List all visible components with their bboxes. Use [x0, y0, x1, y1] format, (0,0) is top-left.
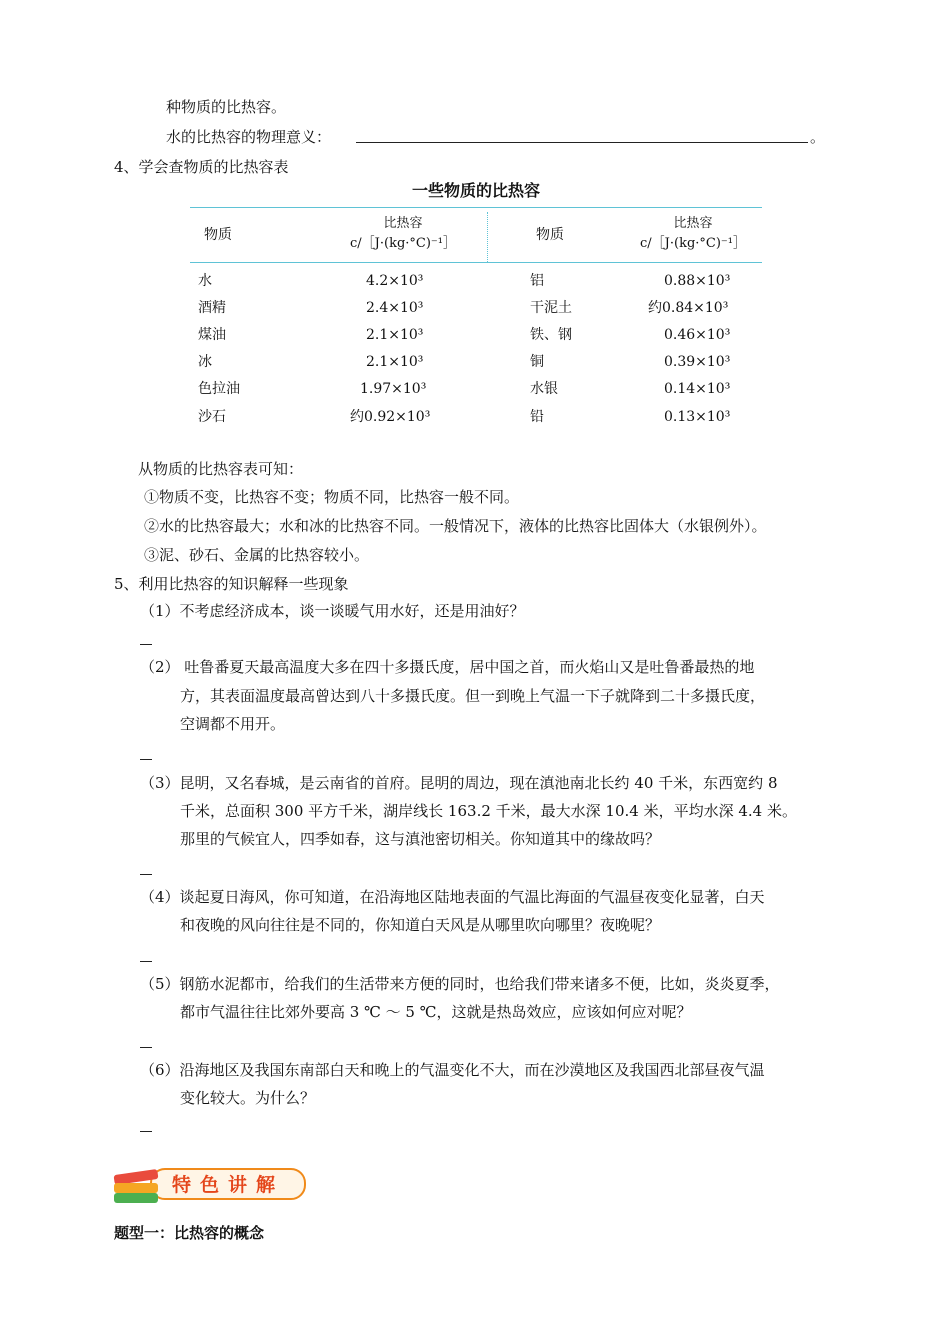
row-value-left: 1.97×10³	[360, 381, 427, 397]
table-header-substance-left: 物质	[204, 227, 232, 243]
table-header-capacity-right: 比热容	[673, 216, 713, 231]
row-substance-right: 铅	[530, 409, 544, 425]
row-value-right: 约0.84×10³	[648, 300, 729, 316]
question-6-line-2: 变化较大。为什么？	[180, 1089, 316, 1107]
row-value-left: 2.1×10³	[366, 354, 424, 370]
table-top-rule	[190, 207, 762, 208]
table-header-unit-left: c/［J·(kg·°C)⁻¹］	[350, 236, 456, 251]
conclusion-2: ②水的比热容最大；水和冰的比热容不同。一般情况下，液体的比热容比固体大（水银例外）。	[144, 517, 767, 535]
question-1: （1）不考虑经济成本，谈一谈暖气用水好，还是用油好？	[140, 602, 525, 620]
question-4-line-1: （4）谈起夏日海风，你可知道，在沿海地区陆地表面的气温比海面的气温昼夜变化显著，白天	[140, 888, 765, 906]
feature-badge	[114, 1162, 308, 1204]
conclusion-3: ③泥、砂石、金属的比热容较小。	[144, 546, 370, 564]
intro-line-1: 种物质的比热容。	[166, 98, 287, 116]
question-2-line-1: （2） 吐鲁番夏天最高温度大多在四十多摄氏度，居中国之首，而火焰山又是吐鲁番最热的地	[140, 658, 755, 676]
row-value-left: 约0.92×10³	[350, 409, 431, 425]
row-substance-right: 铁、钢	[530, 327, 572, 343]
row-substance-left: 冰	[198, 354, 212, 370]
row-substance-right: 水银	[530, 381, 558, 397]
row-substance-left: 水	[198, 273, 212, 289]
question-5-line-2: 都市气温往往比郊外要高 3 ℃ ～ 5 ℃，这就是热岛效应，应该如何应对呢？	[180, 1003, 692, 1021]
table-header-substance-right: 物质	[536, 227, 564, 243]
row-substance-left: 沙石	[198, 409, 226, 425]
row-substance-right: 干泥土	[530, 300, 572, 316]
answer-dash	[140, 644, 152, 645]
row-substance-left: 色拉油	[198, 381, 240, 397]
question-4-line-2: 和夜晚的风向往往是不同的，你知道白天风是从哪里吹向哪里？夜晚呢？	[180, 916, 661, 934]
conclusion-intro: 从物质的比热容表可知：	[138, 460, 304, 478]
question-5-line-1: （5）钢筋水泥都市，给我们的生活带来方便的同时，也给我们带来诸多不便，比如，炎炎夏季，	[140, 975, 780, 993]
row-value-right: 0.88×10³	[664, 273, 731, 289]
intro-line-2-label: 水的比热容的物理意义：	[166, 128, 332, 146]
question-3-line-3: 那里的气候宜人，四季如春，这与滇池密切相关。你知道其中的缘故吗？	[180, 830, 661, 848]
table-title: 一些物质的比热容	[411, 181, 540, 200]
row-value-right: 0.14×10³	[664, 381, 731, 397]
answer-dash	[140, 874, 152, 875]
topic-heading: 题型一：比热容的概念	[114, 1224, 265, 1242]
row-value-right: 0.46×10³	[664, 327, 731, 343]
row-value-left: 2.1×10³	[366, 327, 424, 343]
row-value-right: 0.39×10³	[664, 354, 731, 370]
table-header-unit-right: c/［J·(kg·°C)⁻¹］	[640, 236, 746, 251]
row-substance-right: 铝	[530, 273, 544, 289]
section-5-heading: 5、利用比热容的知识解释一些现象	[114, 575, 349, 593]
row-value-left: 4.2×10³	[366, 273, 424, 289]
row-value-right: 0.13×10³	[664, 409, 731, 425]
question-2-line-3: 空调都不用开。	[180, 715, 286, 733]
row-substance-right: 铜	[530, 354, 544, 370]
question-2-line-2: 方，其表面温度最高曾达到八十多摄氏度。但一到晚上气温一下子就降到二十多摄氏度，	[180, 687, 766, 705]
section-4-heading: 4、学会查物质的比热容表	[114, 158, 289, 176]
row-substance-left: 煤油	[198, 327, 226, 343]
question-3-line-2: 千米，总面积 300 平方千米，湖岸线长 163.2 千米，最大水深 10.4 米，平均水深 4.4 米。	[180, 802, 797, 820]
table-header-capacity-left: 比热容	[383, 216, 423, 231]
row-substance-left: 酒精	[198, 300, 226, 316]
answer-dash	[140, 1131, 152, 1132]
feature-badge-label: 特色讲解	[172, 1174, 285, 1196]
row-value-left: 2.4×10³	[366, 300, 424, 316]
answer-dash	[140, 1047, 152, 1048]
conclusion-1: ①物质不变，比热容不变；物质不同，比热容一般不同。	[144, 488, 520, 506]
intro-line-2-end: 。	[810, 128, 826, 146]
answer-blank-line	[356, 142, 808, 143]
answer-dash	[140, 759, 152, 760]
question-3-line-1: （3）昆明，又名春城，是云南省的首府。昆明的周边，现在滇池南北长约 40 千米，东西宽约 8	[140, 774, 778, 792]
answer-dash	[140, 961, 152, 962]
table-header-rule	[190, 262, 762, 263]
question-6-line-1: （6）沿海地区及我国东南部白天和晚上的气温变化不大，而在沙漠地区及我国西北部昼夜气温	[140, 1061, 765, 1079]
